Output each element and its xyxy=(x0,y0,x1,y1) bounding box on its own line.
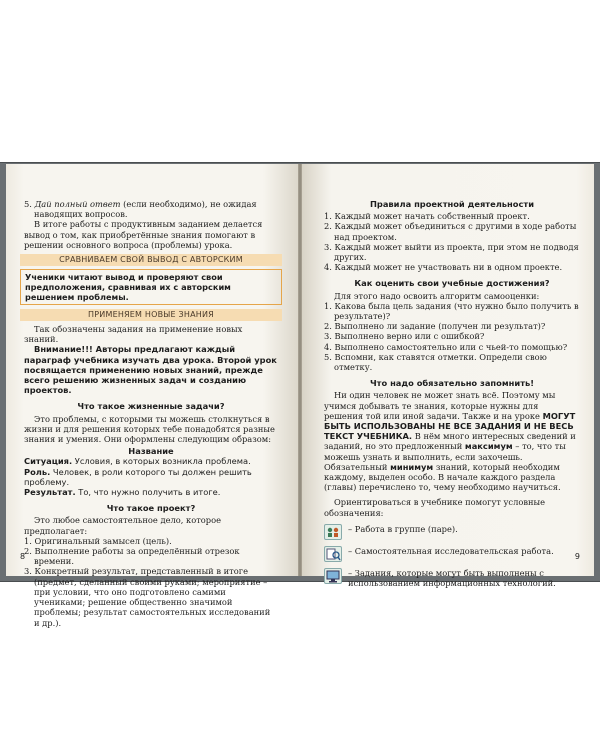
list-item: 3. Каждый может выйти из проекта, при этом не подводя других. xyxy=(324,241,579,263)
list-item: 1. Какова была цель задания (что нужно было получить в результате)? xyxy=(324,300,579,322)
section-heading: Что такое жизненные задачи? xyxy=(77,401,225,412)
section-heading: Что такое проект? xyxy=(106,503,196,514)
text: – то, что ты можешь узнать и выполнить, если захочешь. Обязательный xyxy=(324,441,566,472)
section-band: ПРИМЕНЯЕМ НОВЫЕ ЗНАНИЯ xyxy=(20,309,282,321)
template-line xyxy=(24,467,278,487)
legend-text: – Самостоятельная исследовательская работа. xyxy=(348,545,554,556)
left-page xyxy=(6,164,298,628)
text: знаний, который необходим каждому, выделен особо. В начале каждого раздела (главы) перечислено то, чему необходимо научиться. xyxy=(324,461,561,493)
legend-item xyxy=(324,568,580,588)
label: Ситуация. xyxy=(24,456,73,467)
legend-item xyxy=(324,546,580,562)
section-band: СРАВНИВАЕМ СВОЙ ВЫВОД С АВТОРСКИМ xyxy=(20,254,282,266)
computer-icon xyxy=(324,568,342,584)
list-item: 5. Вспомни, как ставятся отметки. Определи свою отметку. xyxy=(324,351,547,373)
paragraph: Так обозначены задания на применение новых знаний. xyxy=(24,324,243,345)
template-title: Название xyxy=(128,446,174,457)
list-item: 3. Выполнено верно или с ошибкой? xyxy=(324,331,485,342)
legend-text: – Задания, которые могут быть выполнены с использованием информационных технологий. xyxy=(348,567,556,589)
list-item: 2. Выполнено ли задание (получен ли результат)? xyxy=(324,321,546,332)
attention-paragraph: Внимание!!! Авторы предлагают каждый параграф учебника изучать два урока. Второй урок посвящается применению новых знаний, прежде всего решению жизненных задач и созданию проектов. xyxy=(24,344,277,396)
text: В нём много интересных сведений и заданий, но это предложенный xyxy=(324,431,576,452)
paragraph xyxy=(324,390,580,492)
list-item-5 xyxy=(24,199,278,219)
right-page xyxy=(302,164,594,589)
list-item: 2. Выполнение работы за определённый отрезок времени. xyxy=(24,546,240,567)
paragraph: Для этого надо освоить алгоритм самооценки: xyxy=(334,290,540,301)
list-item: 3. Конкретный результат, представленный в итоге (предмет, сделанный своими руками; мероприятие – при условии, что оно подготовлено самими учениками; решение общественно значимой проблемы; результат самостоятельных исследований и др.). xyxy=(24,566,271,628)
highlight-box: Ученики читают вывод и проверяют свои предположения, сравнивая их с авторским решением проблемы. xyxy=(20,269,282,305)
template-line xyxy=(24,487,278,497)
bold-text: МОГУТ БЫТЬ ИСПОЛЬЗОВАНЫ НЕ ВСЕ ЗАДАНИЯ И НЕ ВЕСЬ ТЕКСТ УЧЕБНИКА. xyxy=(324,410,576,442)
legend-text: – Работа в группе (паре). xyxy=(348,523,458,534)
legend-item xyxy=(324,524,580,540)
page-number: 8 xyxy=(20,551,26,561)
list-item: 4. Выполнено самостоятельно или с чьей-то помощью? xyxy=(324,341,568,352)
bold-text: минимум xyxy=(390,461,434,472)
item-number: 5. xyxy=(24,199,32,209)
paragraph: Это проблемы, с которыми ты можешь столкнуться в жизни и для решения которых тебе понадобятся разные знания и умения. Они оформлены следующим образом: xyxy=(24,413,275,445)
section-heading: Что надо обязательно запомнить! xyxy=(369,378,535,389)
bold-text: максимум xyxy=(464,441,513,452)
label: Роль. xyxy=(24,466,51,477)
section-heading: Как оценить свои учебные достижения? xyxy=(354,278,550,289)
list-item: 4. Каждый может не участвовать ни в одном проекте. xyxy=(324,262,563,273)
paragraph: Ориентироваться в учебнике помогут условные обозначения: xyxy=(324,497,546,518)
text: То, что нужно получить в итоге. xyxy=(75,487,221,498)
list-item: 1. Оригинальный замысел (цель). xyxy=(24,535,172,546)
label: Результат. xyxy=(24,487,76,498)
page-number: 9 xyxy=(574,551,580,561)
list-item: 1. Каждый может начать собственный проект. xyxy=(324,211,530,222)
paragraph: В итоге работы с продуктивным заданием делается вывод о том, как приобретённые знания помогают в решении основного вопроса (проблемы) урока. xyxy=(24,219,263,250)
paragraph: Это любое самостоятельное дело, которое предполагает: xyxy=(24,515,222,536)
section-heading: Правила проектной деятельности xyxy=(369,199,535,209)
research-icon xyxy=(324,546,342,562)
template-line xyxy=(24,456,278,466)
list-item: 2. Каждый может объединиться с другими в ходе работы над проектом. xyxy=(324,221,577,242)
group-work-icon xyxy=(324,524,342,540)
text: Человек, в роли которого ты должен решить проблему. xyxy=(24,466,252,487)
text: Условия, в которых возникла проблема. xyxy=(72,456,251,467)
text: Ни один человек не может знать всё. Поэтому мы учимся добывать те знания, которые нужны для решения той или иной задачи. Также и на уроке xyxy=(324,390,556,421)
item-text: (если необходимо), не ожидая наводящих вопросов. xyxy=(34,199,257,220)
item-italic: Дай полный ответ xyxy=(34,199,121,209)
